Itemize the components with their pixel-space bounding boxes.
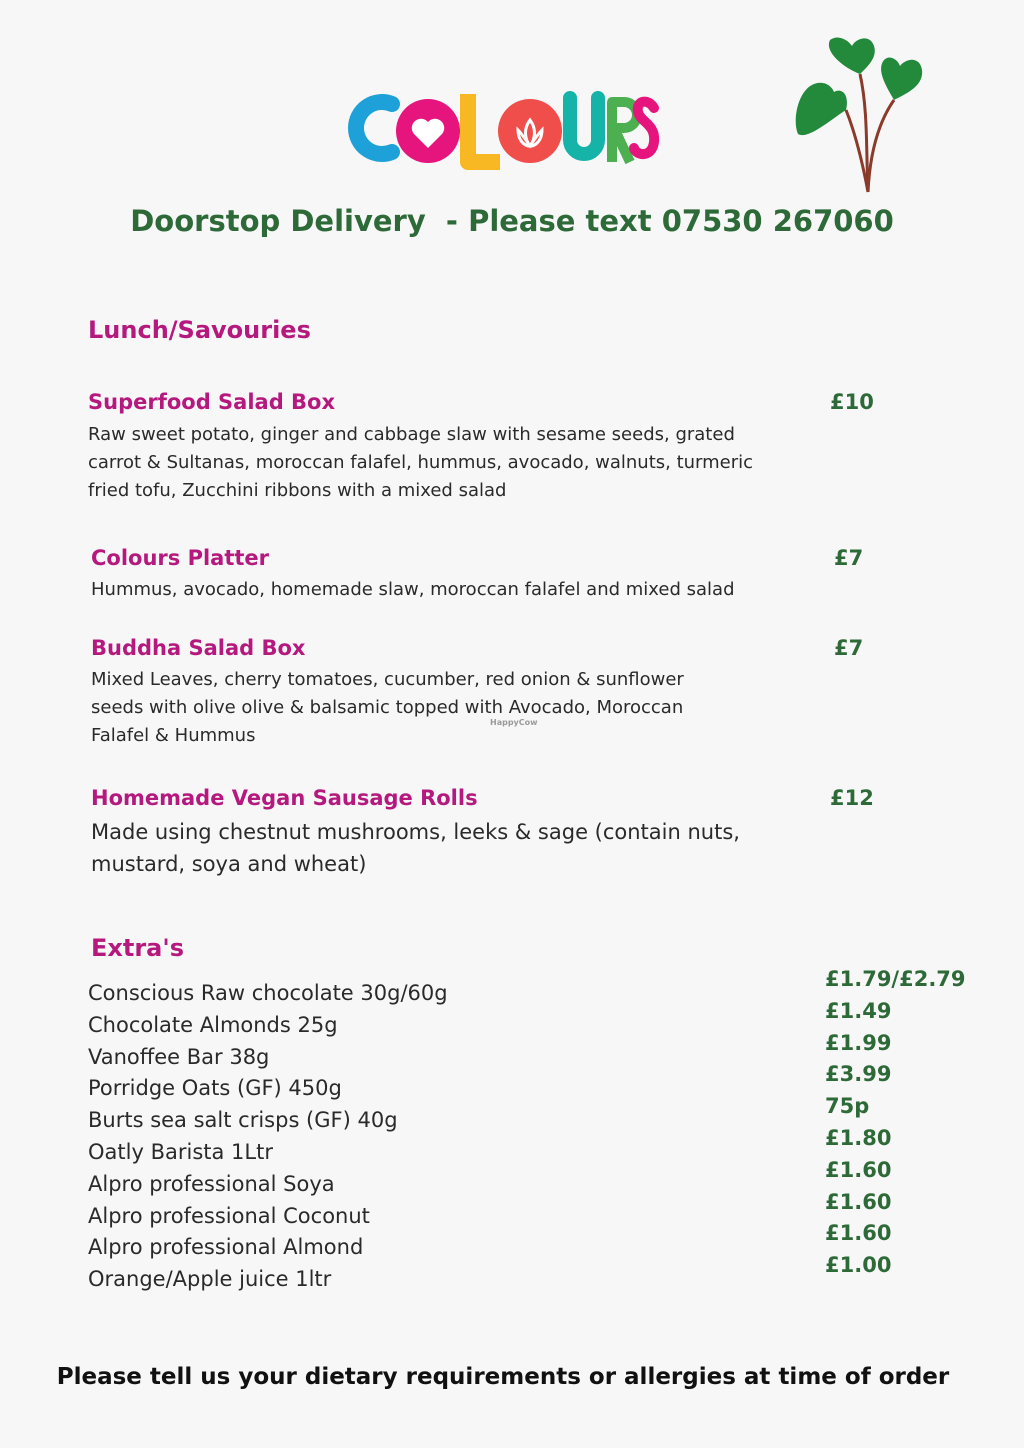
section-title-extras: Extra's [91, 934, 185, 962]
extras-price: £3.99 [825, 1062, 892, 1087]
extras-price: £1.60 [825, 1157, 892, 1182]
colours-logo [348, 86, 660, 170]
plant-leaves-icon [790, 30, 930, 196]
extras-item: Orange/Apple juice 1ltr [88, 1267, 332, 1292]
extras-list [88, 978, 448, 1296]
extras-item: Conscious Raw chocolate 30g/60g [88, 981, 448, 1005]
dietary-notice: Please tell us your dietary requirements or allergies at time of order [56, 1364, 950, 1390]
item-name-buddha-salad-box: Buddha Salad Box [91, 636, 306, 660]
desc-line: Hummus, avocado, homemade slaw, moroccan falafel and mixed salad [91, 579, 735, 600]
delivery-contact-line: Doorstop Delivery - Please text 07530 267060 [130, 204, 894, 238]
item-price-buddha-salad-box: £7 [834, 636, 864, 660]
extras-item: Burts sea salt crisps (GF) 40g [88, 1108, 398, 1133]
item-price-colours-platter: £7 [834, 546, 864, 570]
extras-price: £1.00 [825, 1253, 892, 1278]
extras-item: Porridge Oats (GF) 450g [88, 1076, 342, 1101]
desc-line: Raw sweet potato, ginger and cabbage slaw with sesame seeds, grated [88, 424, 735, 445]
extras-item: Alpro professional Soya [88, 1171, 335, 1196]
happycow-watermark: HappyCow [490, 718, 538, 727]
extras-item: Oatly Barista 1Ltr [88, 1139, 273, 1164]
extras-price: £1.60 [825, 1189, 892, 1214]
extras-item: Chocolate Almonds 25g [88, 1012, 338, 1037]
desc-line: fried tofu, Zucchini ribbons with a mixed salad [88, 480, 507, 501]
desc-line: mustard, soya and wheat) [91, 852, 367, 876]
extras-price: £1.99 [825, 1030, 892, 1055]
item-price-vegan-sausage-rolls: £12 [830, 786, 874, 810]
desc-line: carrot & Sultanas, moroccan falafel, hummus, avocado, walnuts, turmeric [88, 452, 754, 473]
desc-line: Made using chestnut mushrooms, leeks & sage (contain nuts, [91, 820, 740, 844]
desc-line: Mixed Leaves, cherry tomatoes, cucumber, red onion & sunflower [91, 669, 684, 690]
extras-item: Alpro professional Almond [88, 1235, 364, 1260]
extras-price: 75p [825, 1094, 870, 1119]
extras-price: £1.60 [825, 1221, 892, 1246]
item-desc-superfood-salad-box [88, 421, 753, 505]
item-name-superfood-salad-box: Superfood Salad Box [88, 390, 336, 414]
item-name-colours-platter: Colours Platter [91, 546, 270, 570]
extras-price-list [825, 964, 966, 1282]
item-desc-buddha-salad-box [91, 666, 684, 750]
logo-letters-graphic [348, 86, 660, 170]
extras-item: Vanoffee Bar 38g [88, 1044, 270, 1069]
extras-item: Alpro professional Coconut [88, 1203, 370, 1228]
desc-line: Falafel & Hummus [91, 725, 256, 746]
extras-price: £1.49 [825, 998, 892, 1023]
item-price-superfood-salad-box: £10 [830, 390, 874, 414]
item-desc-vegan-sausage-rolls [91, 816, 740, 880]
extras-price: £1.80 [825, 1125, 892, 1150]
extras-price: £1.79/£2.79 [825, 967, 966, 991]
item-desc-colours-platter [91, 576, 735, 604]
item-name-vegan-sausage-rolls: Homemade Vegan Sausage Rolls [91, 786, 478, 810]
section-title-lunch: Lunch/Savouries [88, 316, 311, 344]
desc-line: seeds with olive olive & balsamic topped with Avocado, Moroccan [91, 697, 684, 718]
